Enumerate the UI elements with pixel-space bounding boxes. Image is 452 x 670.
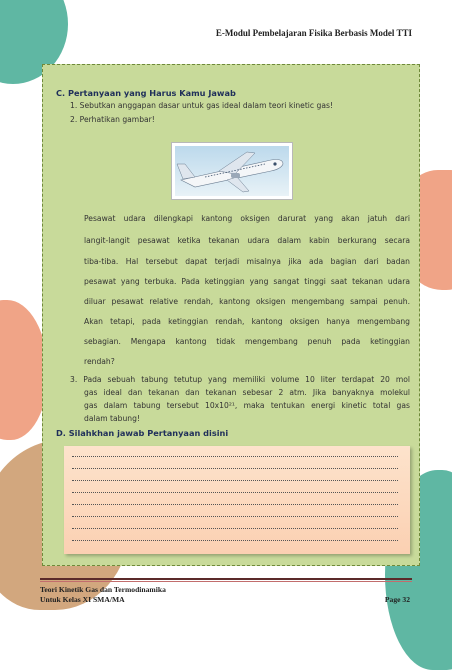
footer-grade: Untuk Kelas XI SMA/MA: [40, 595, 125, 604]
answer-line: [72, 528, 398, 529]
answer-line: [72, 456, 398, 457]
footer-divider-accent: [40, 581, 412, 582]
paragraph-line: langit-langit pesawat ketika tekanan udara dalam kabin berkurang secara: [84, 236, 410, 245]
answer-line: [72, 516, 398, 517]
answer-line: [72, 468, 398, 469]
paragraph-line: diluar pesawat relative rendah, kantong oksigen mengembang sampai penuh.: [84, 297, 410, 306]
answer-box[interactable]: [64, 446, 410, 554]
question-3-line: gas dalam tabung tersebut 10x10²¹, maka tentukan energi kinetic total gas: [84, 401, 410, 410]
question-1: 1. Sebutkan anggapan dasar untuk gas ideal dalam teori kinetic gas!: [70, 101, 333, 110]
paragraph-line: rendah?: [84, 357, 115, 366]
paragraph-line: tiba-tiba. Hal tersebut dapat terjadi misalnya jika ada bagian dari badan: [84, 257, 410, 266]
paragraph-line: Pesawat udara dilengkapi kantong oksigen darurat yang akan jatuh dari: [84, 214, 410, 223]
section-c-heading: C. Pertanyaan yang Harus Kamu Jawab: [56, 88, 236, 98]
question-3-line: 3. Pada sebuah tabung tetutup yang memiliki volume 10 liter terdapat 20 mol: [70, 375, 410, 384]
question-3-line: gas ideal dan tekanan dan tekanan sebesar 2 atm. Jika banyaknya molekul: [84, 388, 410, 397]
answer-line: [72, 540, 398, 541]
answer-line: [72, 480, 398, 481]
decor-blob-salmon-left: [0, 300, 48, 440]
page-header-title: E-Modul Pembelajaran Fisika Berbasis Model TTI: [215, 28, 412, 38]
question-3-line: dalam tabung!: [84, 414, 140, 423]
answer-line: [72, 492, 398, 493]
paragraph-line: sebagian. Mengapa kantong tidak mengembang penuh pada ketinggian: [84, 337, 410, 346]
footer-divider: [40, 578, 412, 580]
question-2: 2. Perhatikan gambar!: [70, 115, 155, 124]
paragraph-line: Akan tetapi, pada ketinggian rendah, kantong oksigen hanya mengembang: [84, 317, 410, 326]
footer-book-title: Teori Kinetik Gas dan Termodinamika: [40, 585, 166, 594]
airplane-icon: [175, 146, 289, 196]
paragraph-line: pesawat yang terbuka. Pada ketinggian yang sangat tinggi saat tekanan udara: [84, 277, 410, 286]
answer-line: [72, 504, 398, 505]
section-d-heading: D. Silahkhan jawab Pertanyaan disini: [56, 428, 229, 438]
airplane-photo: [171, 142, 293, 200]
page-number: Page 32: [384, 595, 410, 604]
